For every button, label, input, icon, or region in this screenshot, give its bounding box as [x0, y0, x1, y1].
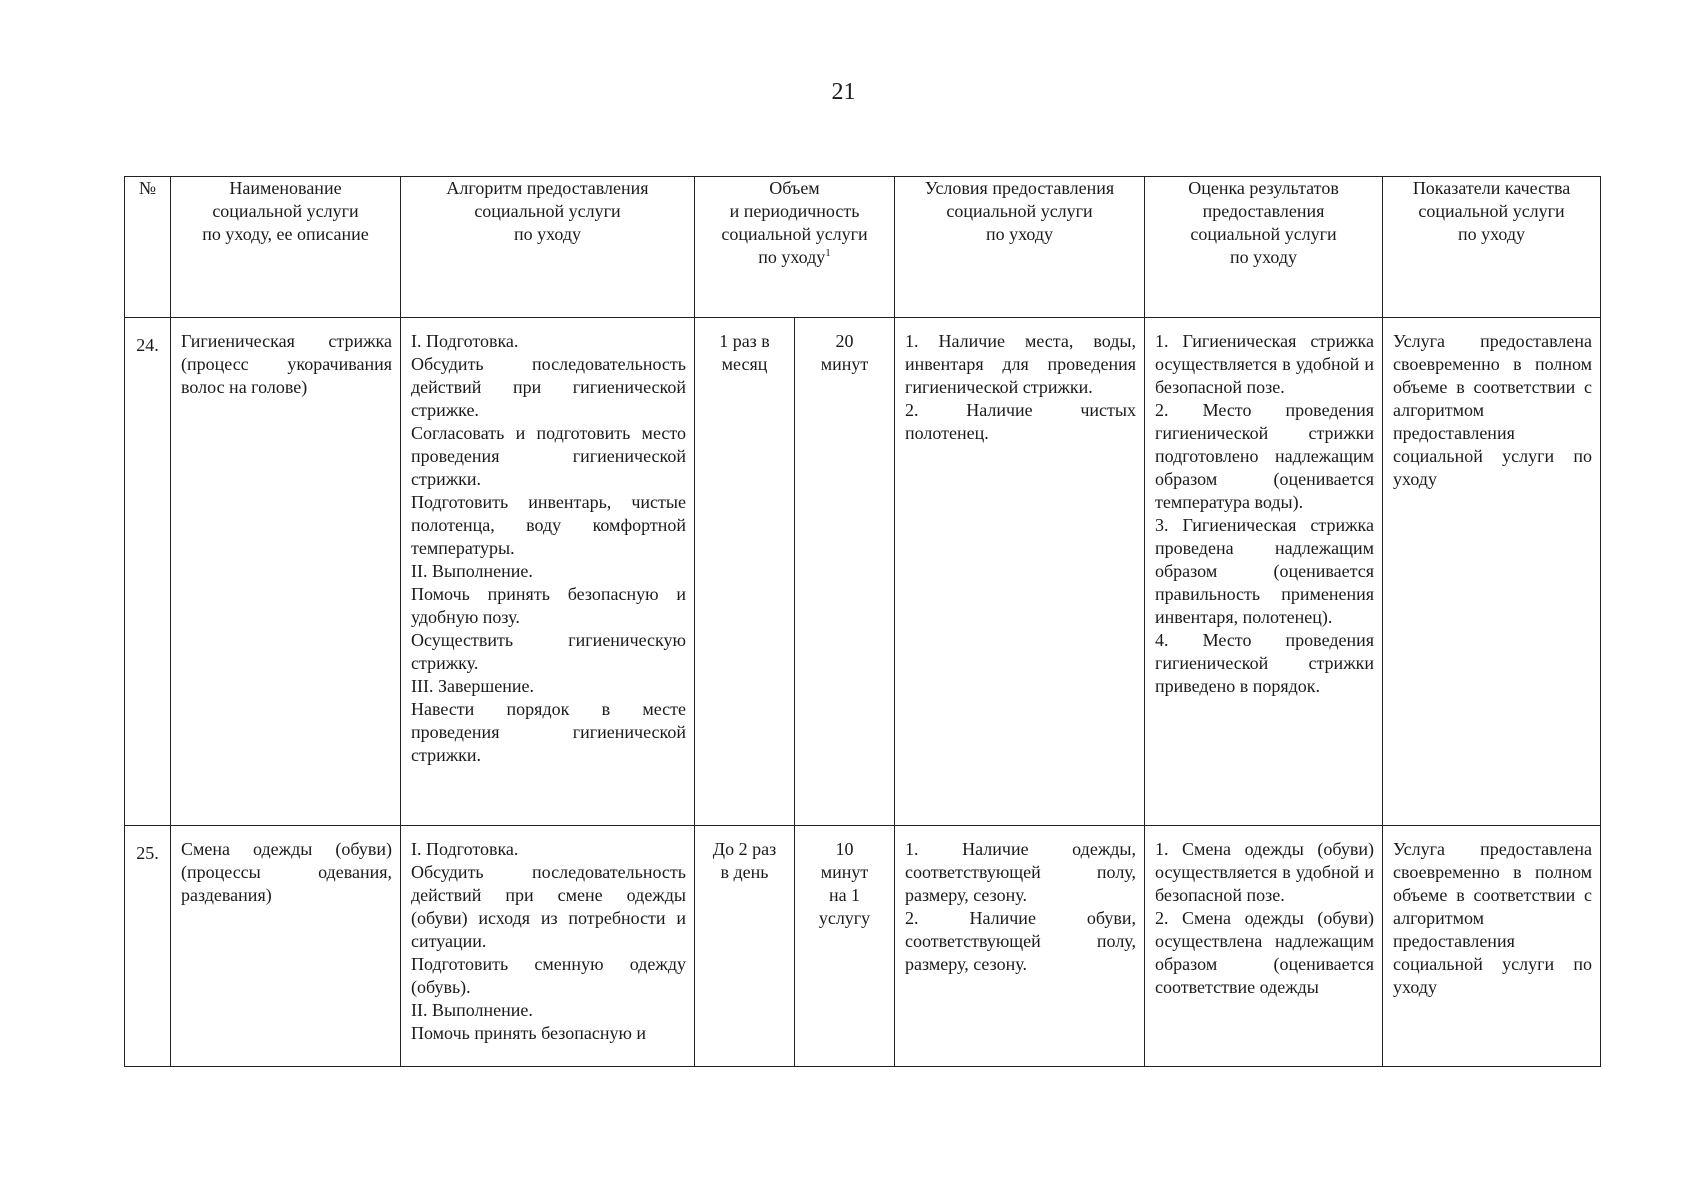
- table-row: [125, 318, 1601, 826]
- service-evaluation: 1. Смена одежды (обуви) осуществляется в удобной и безопасной позе. 2. Смена одежды (обуви) осуществлена надлежащим образом (оценивается соответствие одежды: [1145, 826, 1383, 1067]
- row-number: 25.: [125, 826, 171, 1067]
- service-periodicity: 1 раз в месяц: [695, 318, 795, 826]
- header-quality: Показатели качества социальной услуги по уходу: [1383, 177, 1601, 318]
- header-evaluation: Оценка результатов предоставления социальной услуги по уходу: [1145, 177, 1383, 318]
- service-duration: 20 минут: [795, 318, 895, 826]
- service-name: Смена одежды (обуви) (процессы одевания, раздевания): [171, 826, 401, 1067]
- service-quality: Услуга предоставлена своевременно в полном объеме в соответствии с алгоритмом предоставления социальной услуги по уходу: [1383, 318, 1601, 826]
- service-algorithm: I. Подготовка. Обсудить последовательность действий при смене одежды (обуви) исходя из потребности и ситуации. Подготовить сменную одежду (обувь). II. Выполнение. Помочь принять безопасную и: [401, 826, 695, 1067]
- header-algorithm: Алгоритм предоставления социальной услуги по уходу: [401, 177, 695, 318]
- service-algorithm: I. Подготовка. Обсудить последовательность действий при гигиенической стрижке. Согласовать и подготовить место проведения гигиенической стрижки. Подготовить инвентарь, чистые полотенца, воду комфортной температуры. II. Выполнение. Помочь принять безопасную и удобную позу. Осуществить гигиеническую стрижку. III. Завершение. Навести порядок в месте проведения гигиенической стрижки.: [401, 318, 695, 826]
- service-duration: 10 минут на 1 услугу: [795, 826, 895, 1067]
- service-conditions: 1. Наличие одежды, соответствующей полу, размеру, сезону. 2. Наличие обуви, соответствующей полу, размеру, сезону.: [895, 826, 1145, 1067]
- service-quality: Услуга предоставлена своевременно в полном объеме в соответствии с алгоритмом предоставления социальной услуги по уходу: [1383, 826, 1601, 1067]
- header-number: №: [125, 177, 171, 318]
- service-evaluation: 1. Гигиеническая стрижка осуществляется в удобной и безопасной позе. 2. Место проведения гигиенической стрижки подготовлено надлежащим образом (оценивается температура воды). 3. Гигиеническая стрижка проведена надлежащим образом (оценивается правильность применения инвентаря, полотенец). 4. Место проведения гигиенической стрижки приведено в порядок.: [1145, 318, 1383, 826]
- service-name: Гигиеническая стрижка (процесс укорачивания волос на голове): [171, 318, 401, 826]
- page-number: 21: [831, 79, 856, 105]
- table-row: [125, 826, 1601, 1067]
- services-table: [124, 176, 1601, 1067]
- service-conditions: 1. Наличие места, воды, инвентаря для проведения гигиенической стрижки. 2. Наличие чистых полотенец.: [895, 318, 1145, 826]
- service-periodicity: До 2 раз в день: [695, 826, 795, 1067]
- header-conditions: Условия предоставления социальной услуги по уходу: [895, 177, 1145, 318]
- row-number: 24.: [125, 318, 171, 826]
- table-header-row: [125, 177, 1601, 318]
- footnote-marker: 1: [825, 247, 831, 259]
- header-volume: Объем и периодичность социальной услуги по уходу$^1$: [695, 177, 895, 318]
- header-name: Наименование социальной услуги по уходу, ее описание: [171, 177, 401, 318]
